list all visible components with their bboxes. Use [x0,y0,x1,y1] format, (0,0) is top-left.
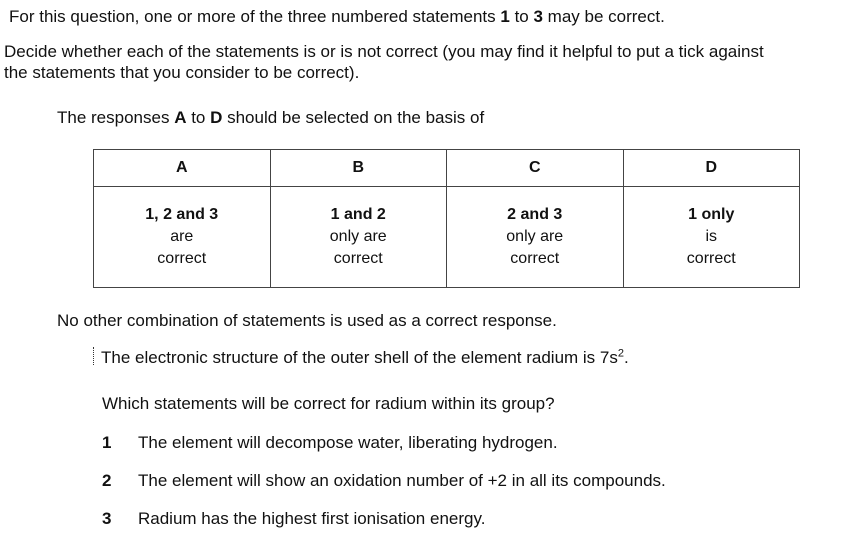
response-key-table [93,149,800,288]
responses-letter: A [174,108,187,127]
responses-text: to [186,108,211,127]
intro-text: may be correct. [542,7,665,26]
dotted-margin-marker [93,347,94,365]
intro-line-3: the statements that you consider to be correct). [4,63,360,82]
cell-d [623,187,800,288]
statement-number: 2 [102,471,112,490]
question-prompt: Which statements will be correct for radium within its group? [102,394,555,413]
cell-numbers: 2 and 3 [507,206,563,223]
cell-text: correct [333,250,383,267]
cell-text: only are [506,228,564,245]
intro-line-1 [9,7,665,27]
table-header-row [94,150,800,187]
intro-number: 1 [500,7,510,26]
header-c: C [447,150,624,187]
statement-text: The element will decompose water, liberating hydrogen. [138,433,558,452]
responses-text: The responses [57,108,175,127]
cell-text: correct [510,250,560,267]
header-d: D [623,150,800,187]
statement-number: 3 [102,509,112,528]
statement-text: The element will show an oxidation number of +2 in all its compounds. [138,471,666,490]
responses-text: should be selected on the basis of [222,108,485,127]
cell-numbers: 1, 2 and 3 [145,206,219,223]
statement-text: Radium has the highest first ionisation energy. [138,509,486,528]
header-a: A [94,150,271,187]
table-row [94,187,800,288]
responses-letter: D [210,108,223,127]
cell-numbers: 1 and 2 [330,206,386,223]
intro-text: to [509,7,534,26]
no-other-note: No other combination of statements is used as a correct response. [57,311,557,330]
cell-numbers: 1 only [688,206,735,223]
cell-text: correct [157,250,207,267]
cell-c [447,187,624,288]
intro-text: For this question, one or more of the three numbered statements [9,7,501,26]
question-stem [101,348,629,368]
responses-line [57,108,484,128]
intro-number: 3 [533,7,543,26]
intro-line-2: Decide whether each of the statements is or is not correct (you may find it helpful to put a tick against [4,42,764,61]
cell-text: correct [686,250,736,267]
cell-text: are [170,228,194,245]
cell-text: only are [329,228,387,245]
cell-b [270,187,447,288]
stem-text: . [624,348,629,367]
cell-a [94,187,271,288]
statement-number: 1 [102,433,112,452]
header-b: B [270,150,447,187]
stem-superscript: 2 [617,347,624,360]
stem-text: The electronic structure of the outer shell of the element radium is 7s [101,348,618,367]
cell-text: is [705,228,718,245]
